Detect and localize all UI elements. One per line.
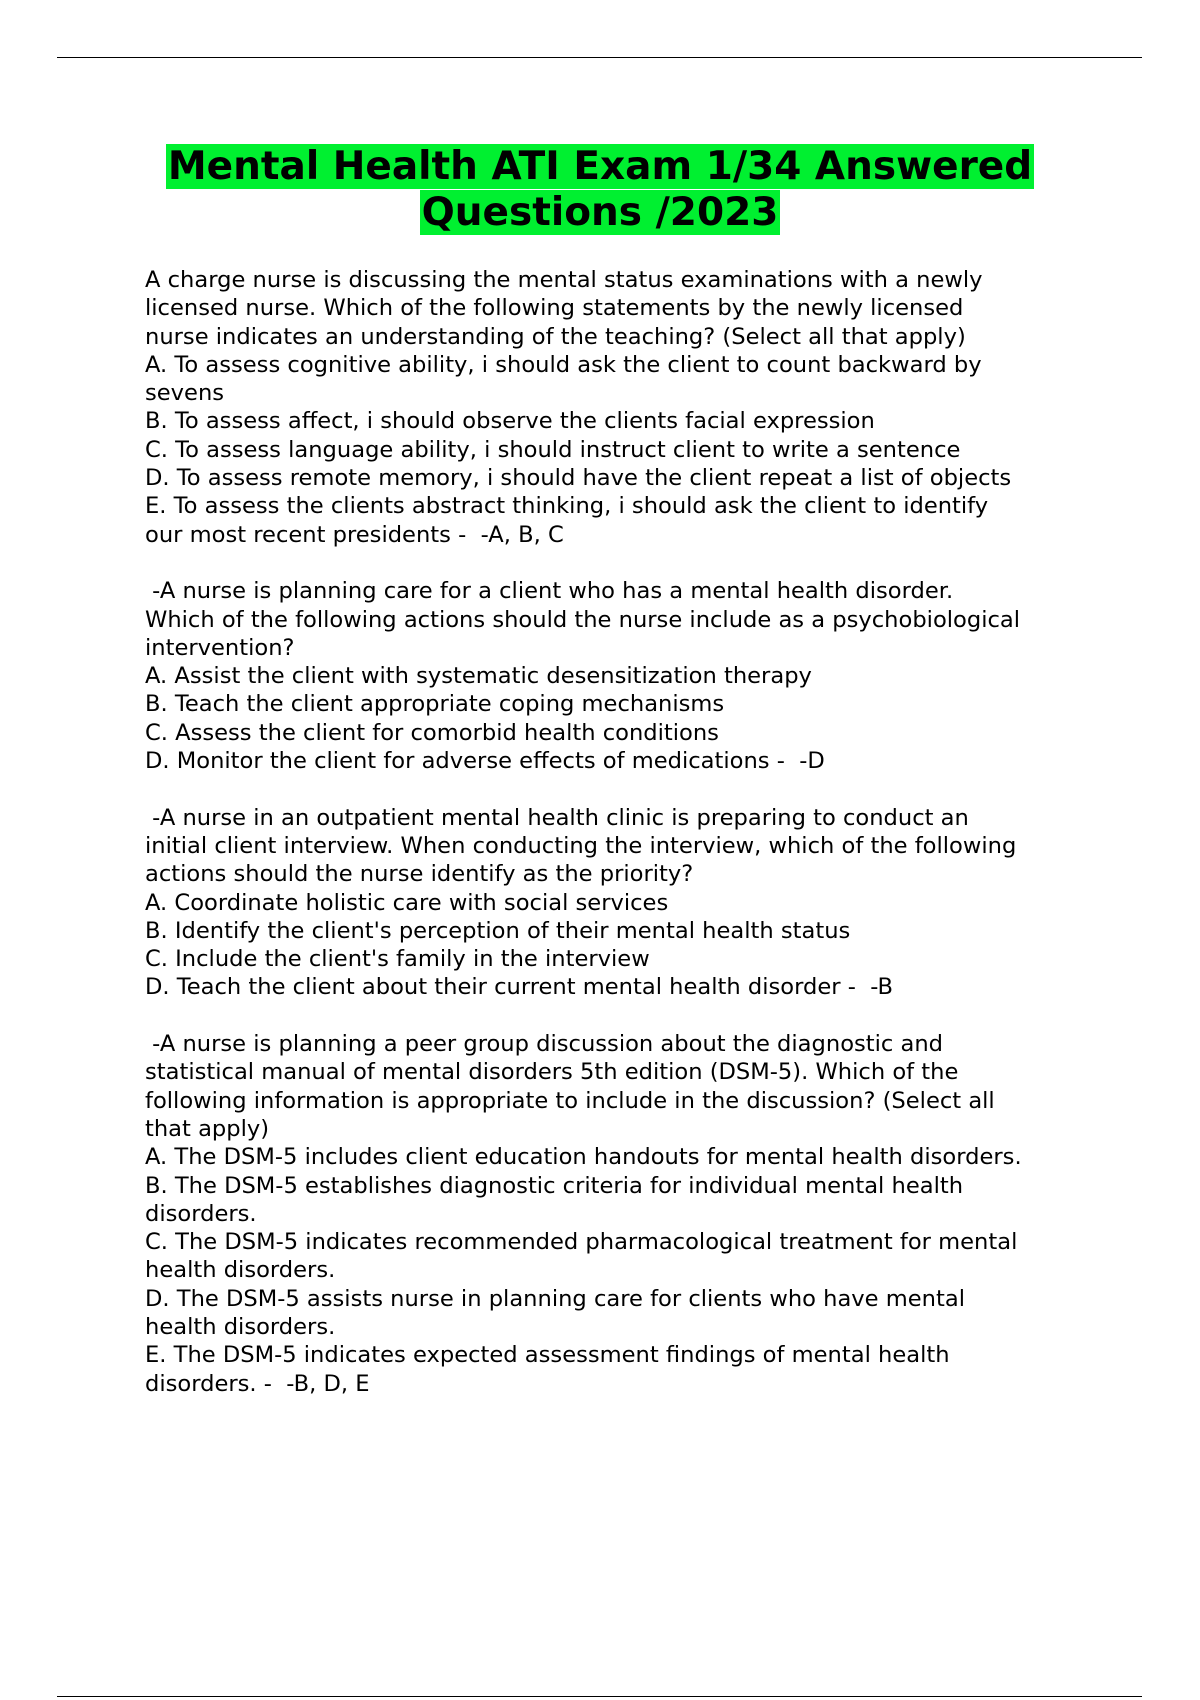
question-block — [145, 577, 1145, 775]
question-line: B. Identify the client's perception of their mental health status — [145, 917, 851, 944]
question-line: C. The DSM-5 indicates recommended pharmacological treatment for mental — [145, 1229, 1018, 1256]
question-line: D. The DSM-5 assists nurse in planning care for clients who have mental — [145, 1285, 965, 1312]
question-block — [145, 1030, 1145, 1398]
question-line: following information is appropriate to include in the discussion? (Select all — [145, 1087, 995, 1114]
question-line: B. Teach the client appropriate coping mechanisms — [145, 691, 725, 718]
question-line: B. To assess affect, i should observe the clients facial expression — [145, 408, 875, 435]
question-line: E. To assess the clients abstract thinking, i should ask the client to identify — [145, 493, 989, 520]
question-line: D. To assess remote memory, i should have the client repeat a list of objects — [145, 465, 1012, 492]
question-line: C. Assess the client for comorbid health conditions — [145, 719, 719, 746]
question-line: -A nurse in an outpatient mental health clinic is preparing to conduct an — [145, 804, 969, 831]
question-line: A charge nurse is discussing the mental status examinations with a newly — [145, 267, 983, 293]
question-line: intervention? — [145, 634, 295, 661]
question-block — [145, 804, 1145, 1002]
question-line: A. To assess cognitive ability, i should ask the client to count backward by — [145, 351, 982, 378]
question-line: B. The DSM-5 establishes diagnostic criteria for individual mental health — [145, 1172, 964, 1199]
question-line: A. The DSM-5 includes client education handouts for mental health disorders. — [145, 1144, 1022, 1171]
question-line: nurse indicates an understanding of the teaching? (Select all that apply) — [145, 323, 966, 350]
question-block — [145, 266, 1145, 549]
question-line: disorders. — [145, 1200, 257, 1227]
footer-rule — [57, 1696, 1142, 1697]
question-line: D. Teach the client about their current mental health disorder - -B — [145, 974, 894, 1001]
question-line: E. The DSM-5 indicates expected assessment findings of mental health — [145, 1342, 950, 1369]
question-line: -A nurse is planning care for a client who has a mental health disorder. — [145, 578, 954, 605]
question-line: licensed nurse. Which of the following statements by the newly licensed — [145, 295, 964, 322]
question-line: sevens — [145, 380, 225, 407]
question-line: health disorders. — [145, 1313, 336, 1340]
question-line: health disorders. — [145, 1257, 336, 1284]
question-line: initial client interview. When conducting the interview, which of the following — [145, 832, 1017, 859]
question-line: disorders. - -B, D, E — [145, 1370, 370, 1397]
question-line: -A nurse is planning a peer group discussion about the diagnostic and — [145, 1031, 944, 1058]
question-line: C. To assess language ability, i should instruct client to write a sentence — [145, 436, 961, 463]
question-list — [145, 266, 1145, 1426]
question-line: Which of the following actions should the nurse include as a psychobiological — [145, 606, 1021, 633]
question-line: actions should the nurse identify as the priority? — [145, 861, 694, 888]
title-line-2: Questions /2023 — [421, 190, 779, 235]
question-line: C. Include the client's family in the interview — [145, 946, 650, 973]
question-line: A. Assist the client with systematic desensitization therapy — [145, 663, 812, 690]
document-title — [100, 144, 1100, 236]
question-line: A. Coordinate holistic care with social services — [145, 889, 669, 916]
header-rule — [57, 57, 1142, 58]
question-line: D. Monitor the client for adverse effects of medications - -D — [145, 748, 825, 775]
question-line: our most recent presidents - -A, B, C — [145, 521, 564, 548]
question-line: that apply) — [145, 1115, 270, 1142]
title-line-1: Mental Health ATI Exam 1/34 Answered — [167, 144, 1033, 189]
question-line: statistical manual of mental disorders 5th edition (DSM-5). Which of the — [145, 1059, 959, 1086]
